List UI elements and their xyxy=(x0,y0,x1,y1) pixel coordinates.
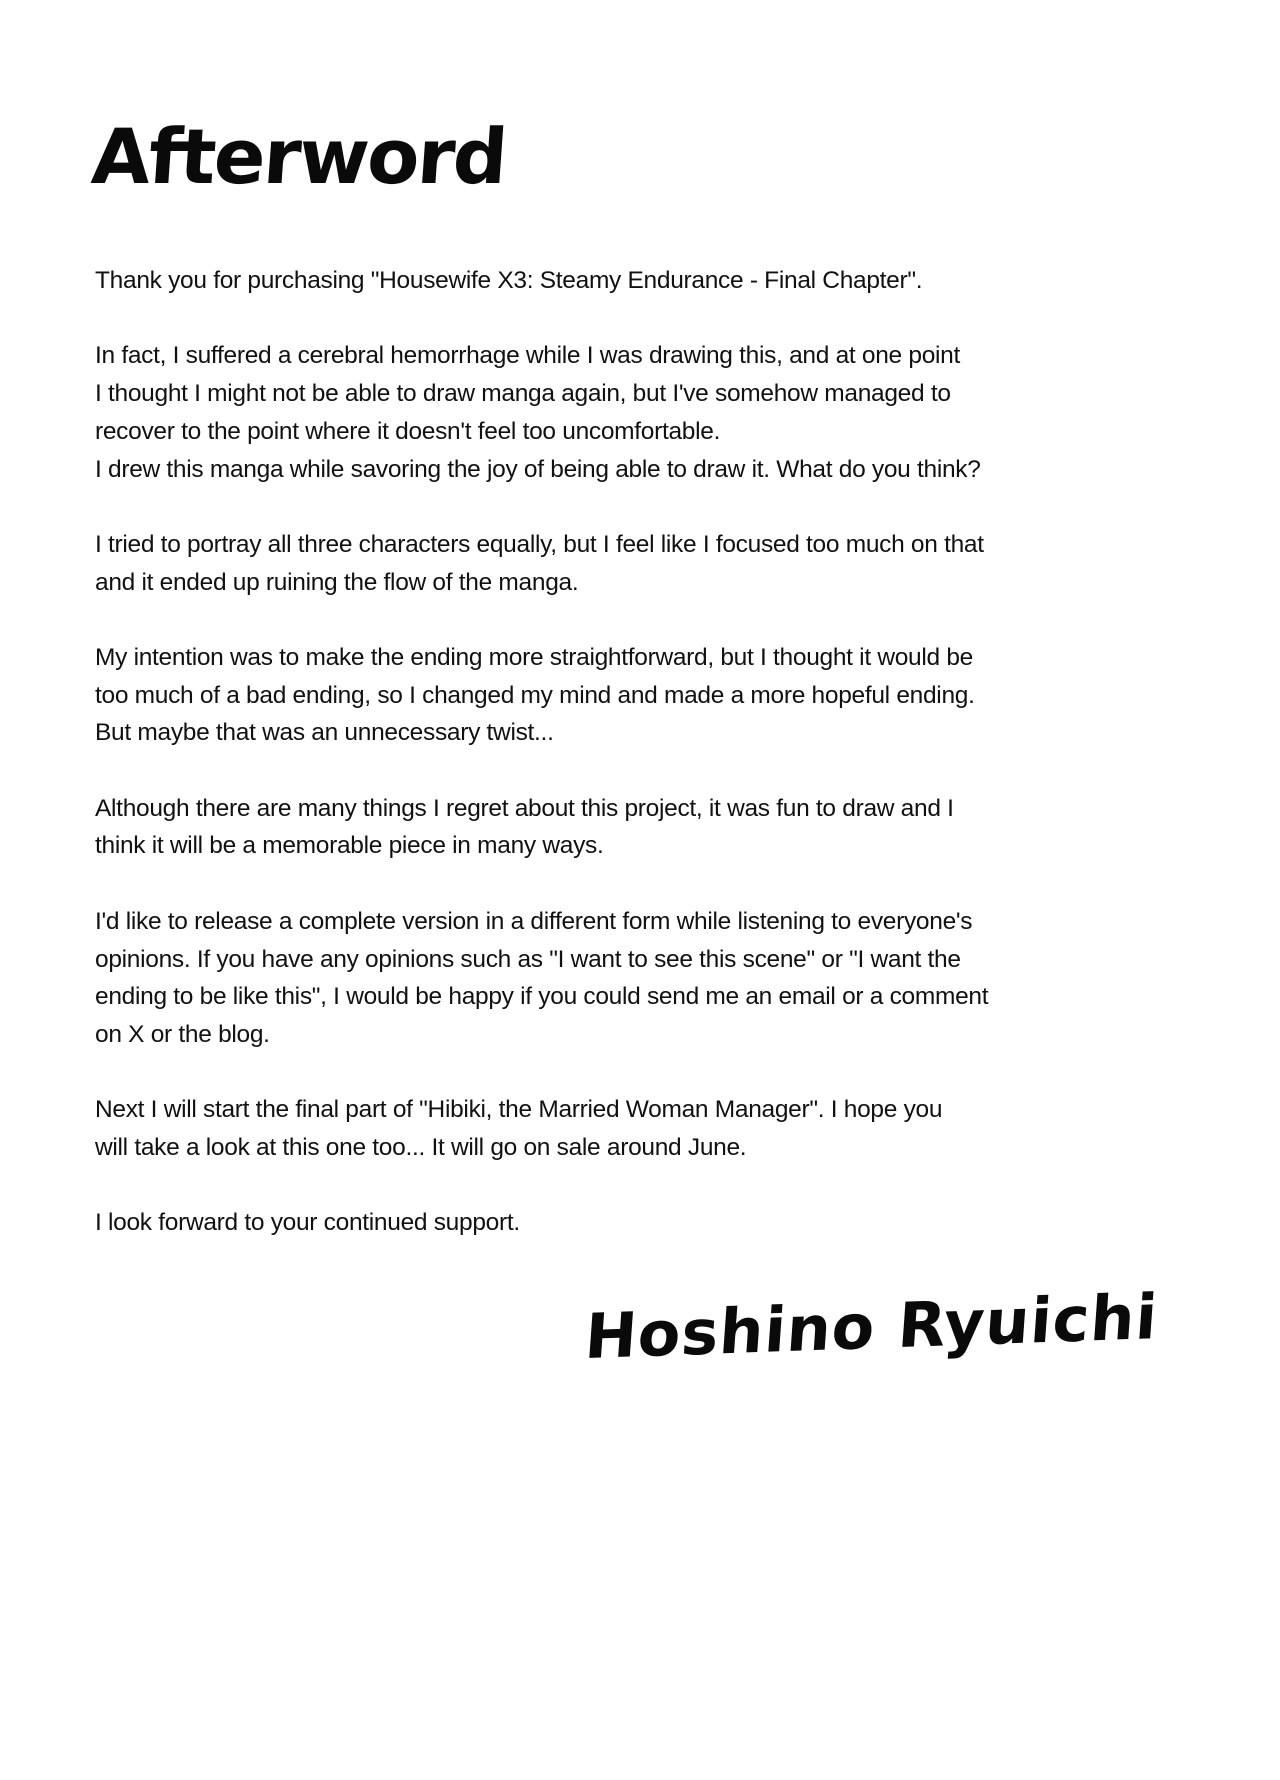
text-line: will take a look at this one too... It will go on sale around June. xyxy=(95,1134,747,1162)
text-line: think it will be a memorable piece in many ways. xyxy=(95,832,604,860)
text-line: I look forward to your continued support. xyxy=(95,1209,520,1237)
paragraph xyxy=(95,337,1215,488)
text-line: I tried to portray all three characters equally, but I feel like I focused too much on that xyxy=(95,530,984,558)
text-line: I thought I might not be able to draw manga again, but I've somehow managed to xyxy=(95,380,951,408)
text-line: ending to be like this", I would be happy if you could send me an email or a comment xyxy=(95,983,989,1011)
text-line: too much of a bad ending, so I changed my mind and made a more hopeful ending. xyxy=(95,681,975,709)
paragraph xyxy=(95,262,1215,300)
paragraph xyxy=(95,903,1215,1054)
text-line: recover to the point where it doesn't feel too uncomfortable. xyxy=(95,417,721,445)
text-line: Although there are many things I regret about this project, it was fun to draw and I xyxy=(95,794,954,822)
page-title: Afterword xyxy=(88,112,509,201)
text-line: But maybe that was an unnecessary twist... xyxy=(95,719,554,747)
text-line: Thank you for purchasing "Housewife X3: Steamy Endurance - Final Chapter". xyxy=(95,267,923,294)
paragraph xyxy=(95,1204,1215,1242)
afterword-body xyxy=(95,262,1215,1280)
text-line: In fact, I suffered a cerebral hemorrhage while I was drawing this, and at one point xyxy=(95,342,961,370)
text-line: Next I will start the final part of "Hibiki, the Married Woman Manager". I hope you xyxy=(95,1096,943,1124)
paragraph xyxy=(95,639,1215,752)
text-line: on X or the blog. xyxy=(95,1020,270,1048)
text-line: I'd like to release a complete version in a different form while listening to everyone's xyxy=(95,907,973,935)
paragraph xyxy=(95,790,1215,865)
paragraph xyxy=(95,1091,1215,1166)
text-line: I drew this manga while savoring the joy of being able to draw it. What do you think? xyxy=(95,455,981,483)
author-signature: Hoshino Ryuichi xyxy=(582,1279,1161,1374)
paragraph xyxy=(95,526,1215,601)
text-line: My intention was to make the ending more straightforward, but I thought it would be xyxy=(95,643,974,671)
text-line: and it ended up ruining the flow of the manga. xyxy=(95,568,579,596)
text-line: opinions. If you have any opinions such as "I want to see this scene" or "I want the xyxy=(95,945,961,973)
